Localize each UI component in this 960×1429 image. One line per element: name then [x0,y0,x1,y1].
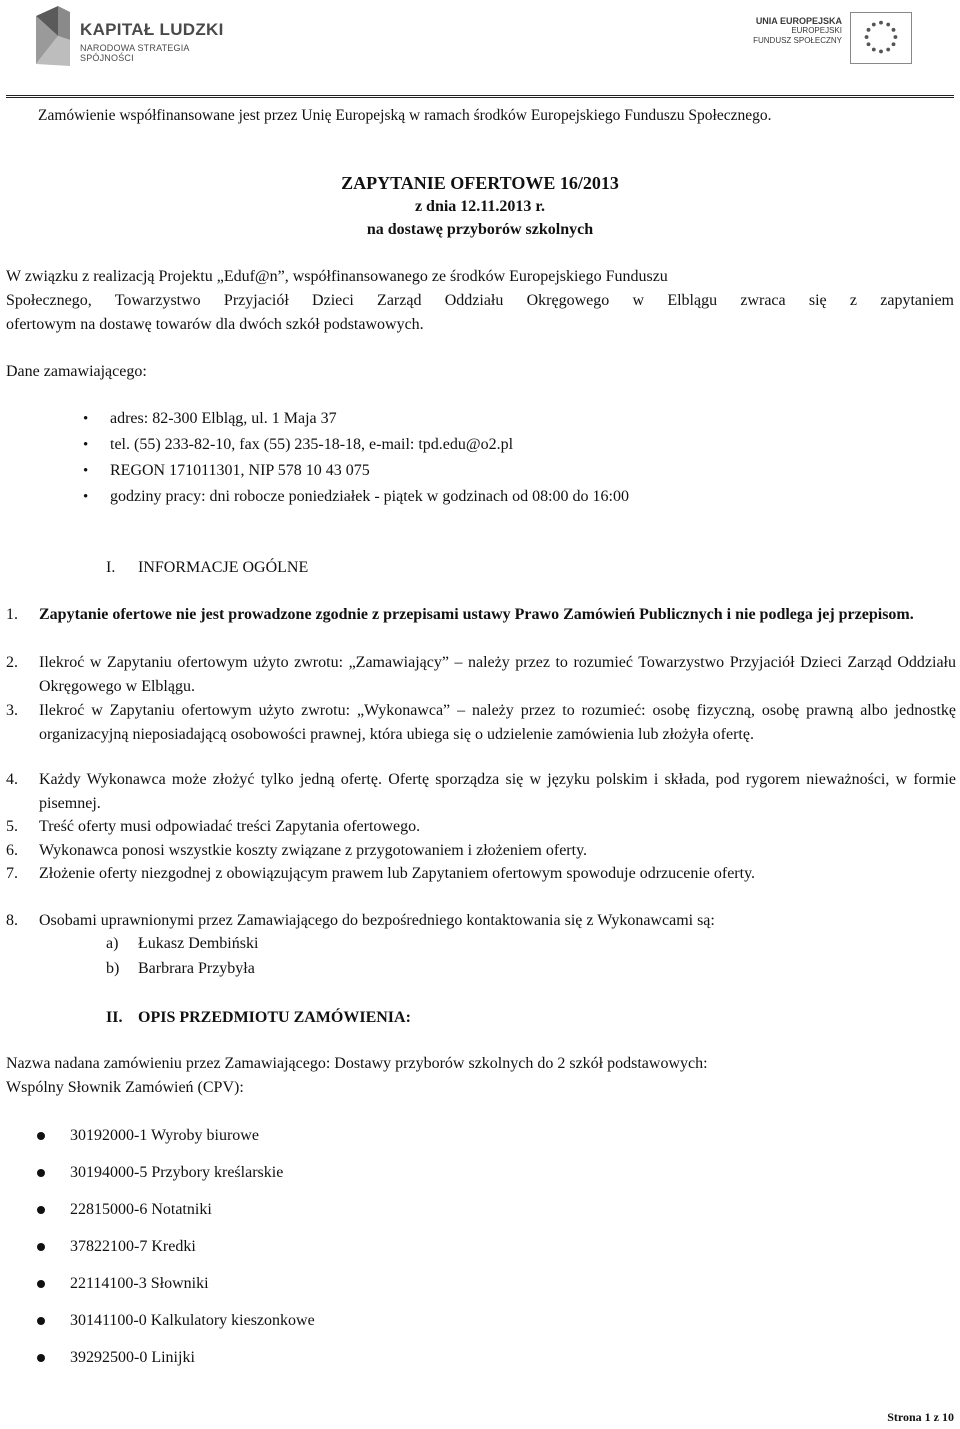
item-number: 4. [6,771,18,788]
cpv-item: 22114100-3 Słowniki [70,1273,209,1295]
cpv-item: 22815000-6 Notatniki [70,1199,212,1221]
contact-person [106,957,255,981]
section1-heading [106,557,308,579]
intro-line2: Społecznego, Towarzystwo Przyjaciół Dzieci Zarząd Oddziału Okręgowego w Elblągu zwraca się z zapytaniem [6,292,954,309]
orderer-regon: • REGON 171011301, NIP 578 10 43 075 [110,460,370,482]
intro-line1: W związku z realizacją Projektu „Eduf@n”, współfinansowanego ze środków Europejskiego Funduszu [6,268,668,285]
kapital-ludzki-logo [36,6,236,68]
section1-title: INFORMACJE OGÓLNE [138,559,309,576]
left-logo-title: KAPITAŁ LUDZKI [80,20,224,39]
list-item [6,815,956,839]
section1-number: I. [106,559,116,576]
section2-number: II. [106,1009,123,1026]
cpv-heading: Wspólny Słownik Zamówień (CPV): [6,1079,244,1096]
eu-logo-line1: UNIA EUROPEJSKA [755,16,842,26]
item-number: 3. [6,702,18,719]
intro-line3: ofertowym na dostawę towarów dla dwóch szkół podstawowych. [6,316,424,333]
contact-name: Łukasz Dembiński [138,935,259,952]
header-divider [6,95,954,98]
item-text: Złożenie oferty niezgodnej z obowiązującym prawem lub Zapytaniem ofertowym spowoduje odrzucenie oferty. [39,865,756,882]
eu-logo-text [753,16,842,46]
item-number: 1. [6,606,18,623]
orderer-hours: • godziny pracy: dni robocze poniedziałek - piątek w godzinach od 08:00 do 16:00 [110,486,629,508]
list-item [6,651,956,699]
cpv-item: 30194000-5 Przybory kreślarskie [70,1162,283,1184]
title-line2: z dnia 12.11.2013 r. [414,198,546,215]
orderer-heading: Dane zamawiającego: [6,363,147,380]
contact-letter: b) [106,960,120,977]
title-line3: na dostawę przyborów szkolnych [366,221,594,238]
item-text: Zapytanie ofertowe nie jest prowadzone zgodnie z przepisami ustawy Prawo Zamówień Publicznych i nie podlega jej przepisom. [39,606,914,623]
item-number: 6. [6,842,18,859]
item-text: Każdy Wykonawca może złożyć tylko jedną ofertę. Ofertę sporządza się w języku polskim i składa, pod rygorem nieważności, w formie pisemnej. [39,771,956,812]
page-number: Strona 1 z 10 [887,1410,954,1424]
cpv-item: 30192000-1 Wyroby biurowe [70,1125,259,1147]
contact-name: Barbrara Przybyła [138,960,255,977]
eu-flag-icon [850,12,912,64]
document-title [0,172,960,241]
item-text: Ilekroć w Zapytaniu ofertowym użyto zwrotu: „Wykonawca” – należy przez to rozumieć: osobę fizyczną, osobę prawną albo jednostkę organizacyjną nieposiadającą osobowości prawnej, która ubiega się o udzielenie zamówienia lub złożyła ofertę. [39,702,956,743]
contact-person [106,932,258,956]
list-item [6,768,956,816]
list-item [6,862,956,886]
eu-logo-line3: FUNDUSZ SPOŁECZNY [753,36,842,45]
item-text: Ilekroć w Zapytaniu ofertowym użyto zwrotu: „Zamawiający” – należy przez to rozumieć Towarzystwo Przyjaciół Dzieci Zarząd Oddziału Okręgowego w Elblągu. [39,654,956,695]
list-item [6,699,956,747]
item-number: 2. [6,654,18,671]
item-text: Treść oferty musi odpowiadać treści Zapytania ofertowego. [39,818,421,835]
cofinancing-note: Zamówienie współfinansowane jest przez Unię Europejską w ramach środków Europejskiego Funduszu Społecznego. [38,107,772,124]
order-name-line: Nazwa nadana zamówieniu przez Zamawiającego: Dostawy przyborów szkolnych do 2 szkół podstawowych: [6,1055,708,1072]
item-number: 8. [6,912,18,929]
orderer-address: • adres: 82-300 Elbląg, ul. 1 Maja 37 [110,408,337,430]
item-number: 7. [6,865,18,882]
eu-social-fund-logo [732,10,912,70]
item-text: Wykonawca ponosi wszystkie koszty związane z przygotowaniem i złożeniem oferty. [39,842,588,859]
eu-logo-line2: EUROPEJSKI [791,26,842,35]
cpv-item: 30141100-0 Kalkulatory kieszonkowe [70,1310,315,1332]
title-line1: ZAPYTANIE OFERTOWE 16/2013 [341,173,619,193]
list-item [6,909,956,933]
section2-heading [106,1007,411,1029]
contact-letter: a) [106,935,119,952]
left-logo-subtitle: NARODOWA STRATEGIA SPÓJNOŚCI [80,43,190,63]
kapital-ludzki-mark-icon [36,6,70,66]
item-text: Osobami uprawnionymi przez Zamawiającego do bezpośredniego kontaktowania się z Wykonawcami są: [39,912,715,929]
cpv-item: 39292500-0 Linijki [70,1347,195,1369]
list-item [6,839,956,863]
item-number: 5. [6,818,18,835]
orderer-contact: • tel. (55) 233-82-10, fax (55) 235-18-18, e-mail: tpd.edu@o2.pl [110,434,513,456]
section2-title: OPIS PRZEDMIOTU ZAMÓWIENIA: [138,1009,411,1026]
cpv-item: 37822100-7 Kredki [70,1236,196,1258]
list-item [6,603,956,627]
